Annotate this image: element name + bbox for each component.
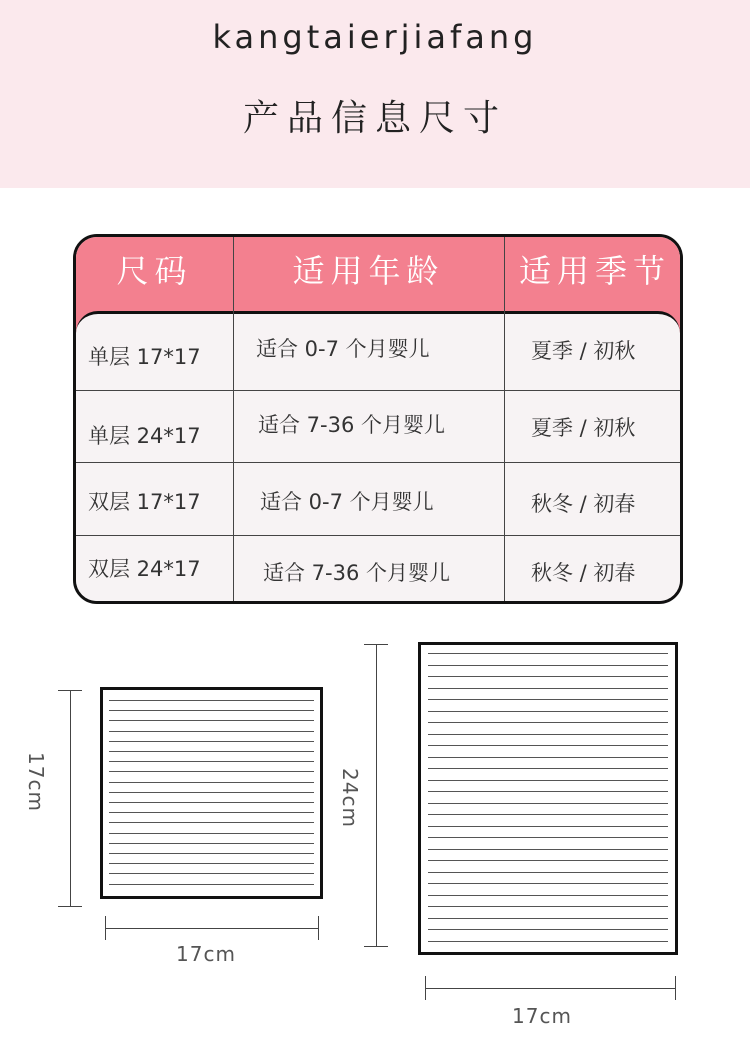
dimension-tick [58,906,82,907]
cell-size: 单层 24*17 [88,424,201,448]
sheet-rule-line [109,822,314,823]
sheet-rule-line [428,929,668,930]
width-dimension-line [105,928,318,929]
sheet-rule-line [428,826,668,827]
small-width-label: 17cm [176,942,236,966]
sheet-rule-line [109,802,314,803]
sheet-rule-line [109,782,314,783]
sheet-rule-line [428,699,668,700]
size-table [73,234,683,604]
dimension-tick [425,976,426,1000]
sheet-rule-line [109,884,314,885]
sheet-rule-line [109,731,314,732]
cell-season: 秋冬 / 初春 [531,561,636,585]
height-dimension-line [70,690,71,907]
sheet-rule-line [109,843,314,844]
height-dimension-line [376,644,377,946]
sheet-rule-line [428,722,668,723]
sheet-rule-line [109,741,314,742]
cell-season: 夏季 / 初秋 [531,416,636,440]
dimension-tick [58,690,82,691]
page-title: 产品信息尺寸 [242,98,507,139]
sheet-rule-line [428,791,668,792]
sheet-rule-line [428,918,668,919]
cell-age: 适合 0-7 个月婴儿 [256,337,430,361]
large-sheet [418,642,678,955]
cell-age: 适合 0-7 个月婴儿 [260,490,434,514]
sheet-rule-line [428,849,668,850]
sheet-rule-line [428,757,668,758]
small-height-label: 17cm [24,752,48,812]
row-divider [76,390,683,391]
header-season: 适用季节 [518,252,671,290]
sheet-rule-line [428,872,668,873]
sheet-rule-line [428,780,668,781]
column-divider [504,237,505,604]
sheet-rule-line [428,941,668,942]
sheet-rule-line [109,833,314,834]
sheet-rule-line [428,734,668,735]
sheet-rule-line [109,853,314,854]
cell-size: 单层 17*17 [88,345,201,369]
sheet-rule-line [109,761,314,762]
small-sheet [100,687,323,899]
header-size: 尺码 [116,252,193,290]
sheet-rule-line [109,812,314,813]
sheet-rule-line [109,720,314,721]
cell-size: 双层 24*17 [88,557,201,581]
sheet-rule-line [428,711,668,712]
sheet-rule-line [428,688,668,689]
large-height-label: 24cm [338,768,362,828]
header-banner [0,0,750,188]
sheet-rule-line [428,895,668,896]
sheet-rule-line [428,814,668,815]
sheet-rule-line [109,710,314,711]
sheet-rule-line [428,803,668,804]
sheet-rule-line [428,906,668,907]
cell-season: 夏季 / 初秋 [531,339,636,363]
cell-size: 双层 17*17 [88,490,201,514]
sheet-rule-line [428,665,668,666]
dimension-tick [364,946,388,947]
dimension-tick [318,916,319,940]
sheet-rule-line [109,751,314,752]
sheet-rule-line [109,863,314,864]
dimension-tick [675,976,676,1000]
cell-age: 适合 7-36 个月婴儿 [258,413,446,437]
sheet-rule-line [109,771,314,772]
sheet-rule-line [428,768,668,769]
sheet-rule-line [109,700,314,701]
row-divider [76,535,683,536]
cell-season: 秋冬 / 初春 [531,492,636,516]
sheet-rule-line [109,873,314,874]
sheet-rule-line [428,653,668,654]
width-dimension-line [425,988,675,989]
brand-name: kangtaierjiafang [212,18,538,56]
sheet-rule-line [428,676,668,677]
column-divider [233,237,234,604]
dimension-tick [364,644,388,645]
cell-age: 适合 7-36 个月婴儿 [263,561,451,585]
dimension-tick [105,916,106,940]
sheet-rule-line [428,883,668,884]
large-width-label: 17cm [512,1004,572,1028]
sheet-rule-line [428,745,668,746]
sheet-rule-line [428,860,668,861]
sheet-rule-line [428,837,668,838]
header-age: 适用年龄 [292,252,445,290]
sheet-rule-line [109,792,314,793]
row-divider [76,462,683,463]
